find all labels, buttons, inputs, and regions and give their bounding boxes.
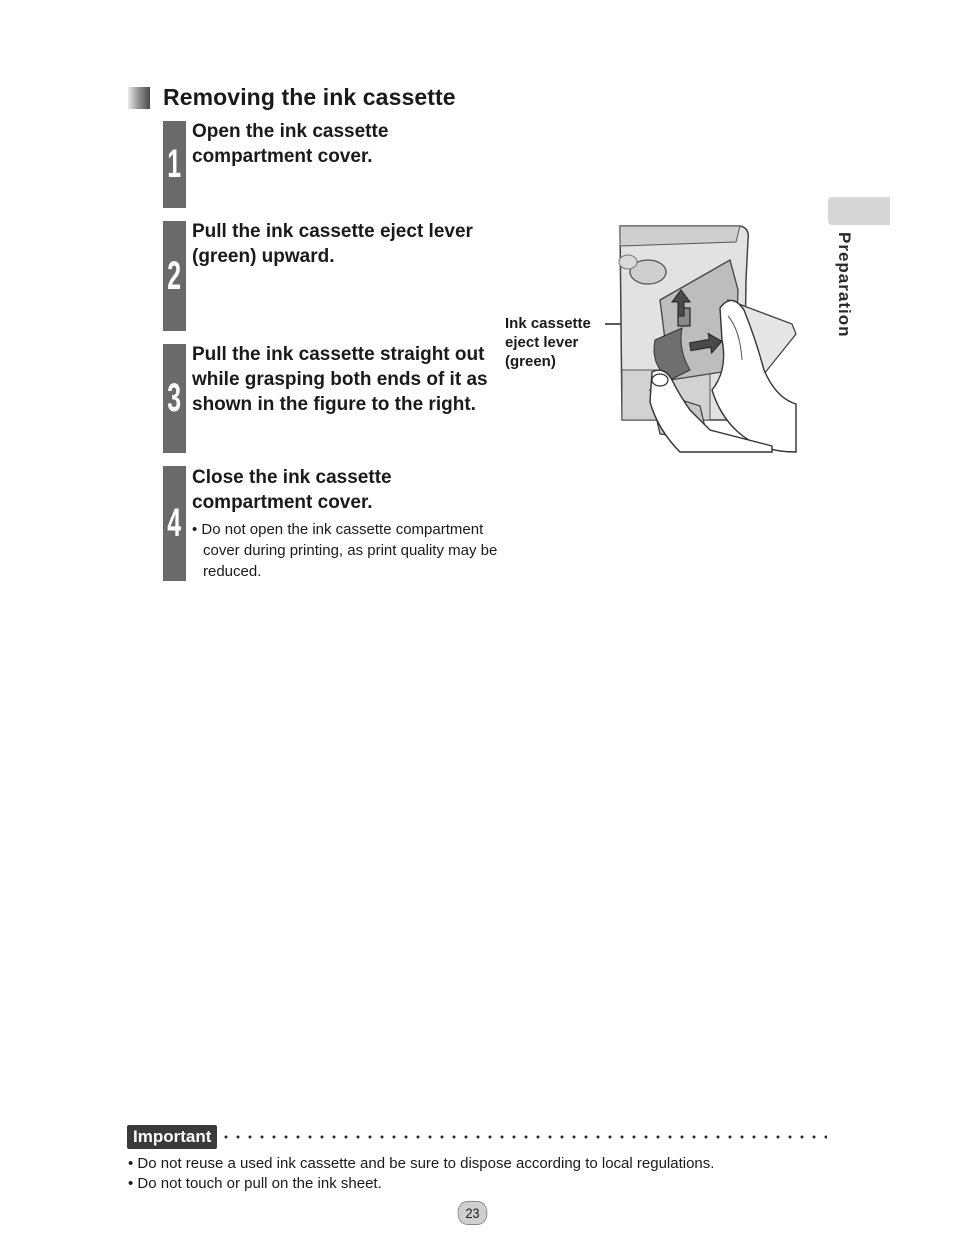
step-4-text: Close the ink cassette compartment cover. (192, 467, 392, 513)
section-title: Removing the ink cassette (163, 84, 456, 110)
step-4-note: • Do not open the ink cassette compartment cover during printing, as print quality may be reduced. (192, 521, 498, 580)
important-item-2: • Do not touch or pull on the ink sheet. (128, 1175, 382, 1192)
step-4-number: 4 (163, 466, 186, 581)
step-1-number: 1 (163, 121, 186, 208)
page-number: 23 (458, 1201, 488, 1225)
side-tab-label: Preparation (835, 232, 854, 338)
section-marker-icon (128, 87, 150, 109)
important-item-1: • Do not reuse a used ink cassette and be sure to dispose according to local regulations. (128, 1155, 715, 1172)
figure-callout-line-3: (green) (505, 353, 556, 370)
printer-cassette-illustration (560, 220, 810, 460)
figure-callout-line-1: Ink cassette (505, 315, 591, 332)
side-tab (828, 197, 890, 225)
step-2-number: 2 (163, 221, 186, 331)
step-1-text: Open the ink cassette compartment cover. (192, 121, 389, 167)
important-badge: Important (127, 1125, 217, 1149)
important-header (127, 1124, 827, 1150)
figure-callout-line-2: eject lever (505, 334, 579, 351)
step-3-number: 3 (163, 344, 186, 453)
dotted-rule (220, 1135, 827, 1139)
step-2-text: Pull the ink cassette eject lever (green) upward. (192, 221, 473, 267)
step-3-text: Pull the ink cassette straight out while grasping both ends of it as shown in the figure to the right. (192, 344, 488, 415)
